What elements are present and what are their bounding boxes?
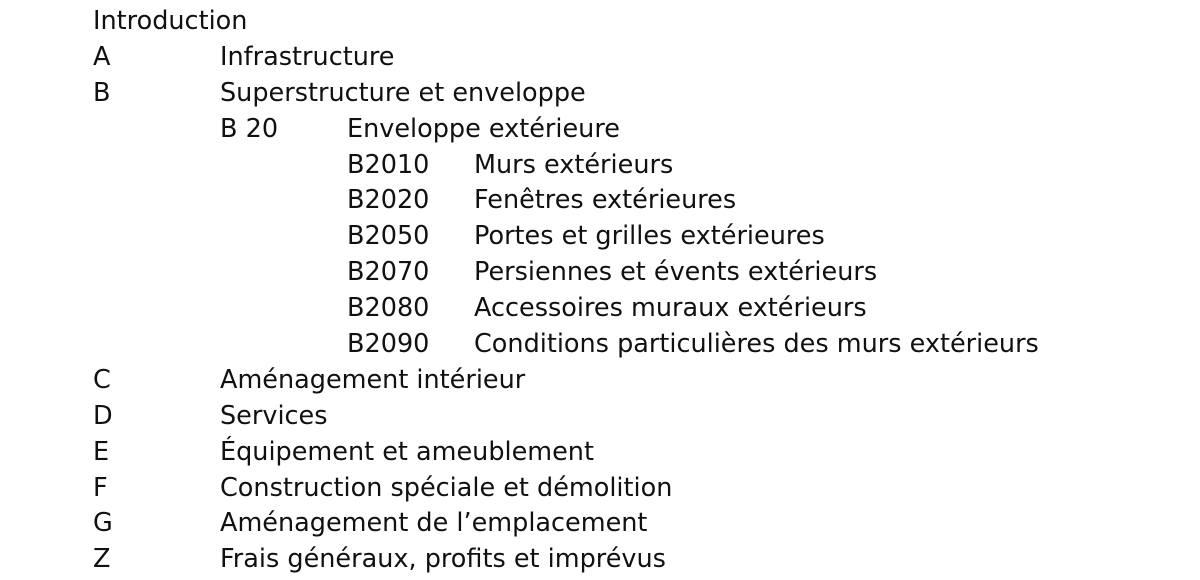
toc-section-b[interactable] [93,75,1193,111]
toc-section-a[interactable] [93,39,1193,75]
toc-section-title: Frais généraux, profits et imprévus [220,544,666,575]
toc-item-b2070[interactable] [93,254,1193,290]
toc-item-b2090[interactable] [93,326,1193,362]
toc-section-d[interactable] [93,398,1193,434]
toc-section-title: Aménagement intérieur [220,364,526,395]
toc-entry-title: Introduction [93,6,248,36]
toc-section-code: D [93,400,113,431]
toc-item-code: B2090 [347,329,430,360]
toc-subsection-title: Enveloppe extérieure [347,113,620,144]
toc-subsection-b20[interactable] [93,111,1193,147]
toc-section-code: A [93,41,111,72]
toc-item-code: B2070 [347,257,430,288]
toc-item-b2010[interactable] [93,147,1193,183]
toc-section-title: Superstructure et enveloppe [220,77,586,108]
toc-section-title: Aménagement de l’emplacement [220,508,648,539]
toc-section-title: Infrastructure [220,41,395,72]
toc-section-g[interactable] [93,505,1193,541]
toc-section-title: Construction spéciale et démolition [220,472,673,503]
toc-section-code: Z [93,544,111,575]
toc-entry-introduction[interactable] [93,3,1193,39]
toc-item-title: Conditions particulières des murs extérieurs [474,329,1039,360]
toc-item-code: B2010 [347,149,430,180]
toc-item-title: Persiennes et évents extérieurs [474,257,878,288]
toc-item-title: Murs extérieurs [474,149,674,180]
toc-section-code: F [93,472,108,503]
toc-item-code: B2050 [347,221,430,252]
table-of-contents [93,3,1193,577]
toc-section-e[interactable] [93,434,1193,470]
toc-item-b2020[interactable] [93,182,1193,218]
toc-section-code: B [93,77,111,108]
toc-section-title: Services [220,400,328,431]
toc-section-c[interactable] [93,362,1193,398]
toc-item-b2050[interactable] [93,218,1193,254]
toc-section-z[interactable] [93,541,1193,577]
toc-section-f[interactable] [93,470,1193,506]
toc-subsection-code: B 20 [220,113,279,144]
toc-section-code: E [93,436,110,467]
toc-item-title: Portes et grilles extérieures [474,221,825,252]
toc-section-title: Équipement et ameublement [220,436,594,467]
toc-section-code: C [93,364,111,395]
toc-item-code: B2020 [347,185,430,216]
toc-item-code: B2080 [347,293,430,324]
toc-item-title: Accessoires muraux extérieurs [474,293,867,324]
toc-section-code: G [93,508,113,539]
toc-item-title: Fenêtres extérieures [474,185,737,216]
toc-item-b2080[interactable] [93,290,1193,326]
